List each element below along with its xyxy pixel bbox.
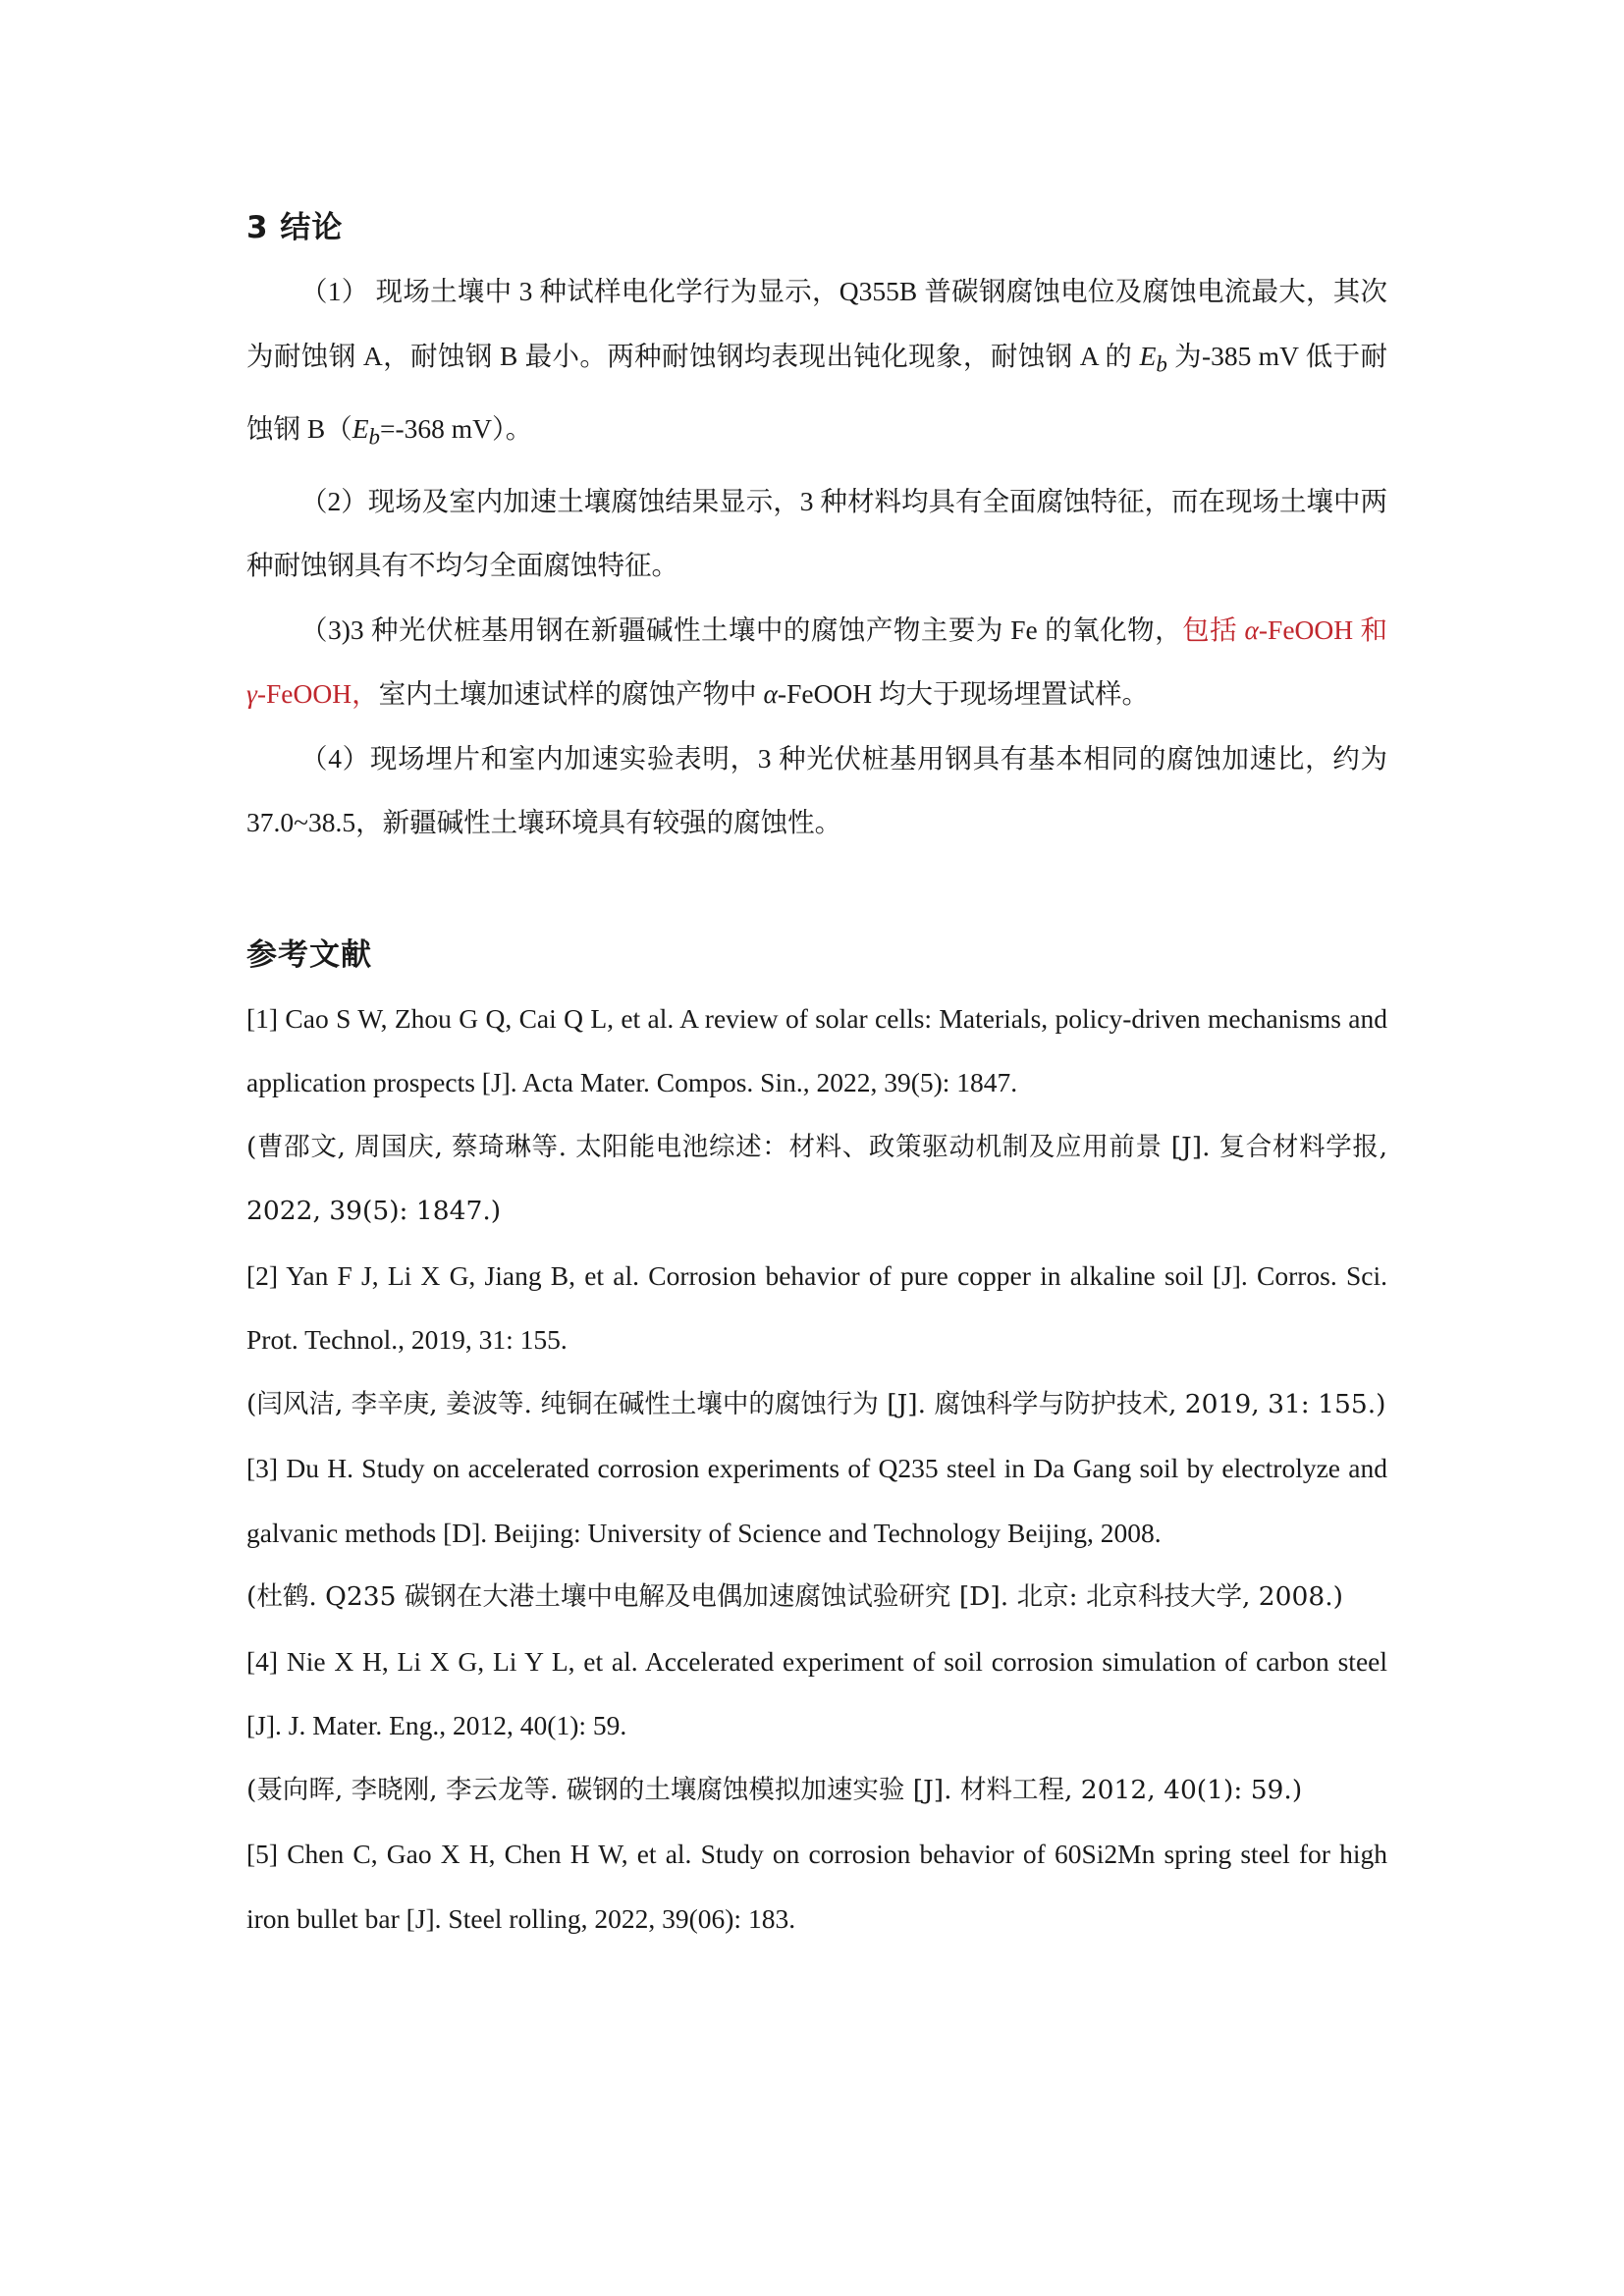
reference-item-translation: (杜鹤. Q235 碳钢在大港土壤中电解及电偶加速腐蚀试验研究 [D]. 北京: 北京科技大学, 2008.) [246,1581,1344,1612]
reference-list [246,987,1387,1951]
reference-item: [3] Du H. Study on accelerated corrosion experiments of Q235 steel in Da Gang soil by electrolyze and galvanic methods [D]. Beijing: University of Science and Technology Beijing, 2008. [246,1453,1387,1548]
reference-item: [1] Cao S W, Zhou G Q, Cai Q L, et al. A review of solar cells: Materials, policy-driven mechanisms and application prospects [J]. Acta Mater. Compos. Sin., 2022, 39(5): 1847. [246,1002,1387,1097]
conclusion-paragraph-1: （1） 现场土壤中 3 种试样电化学行为显示，Q355B 普碳钢腐蚀电位及腐蚀电流最大，其次为耐蚀钢 A，耐蚀钢 B 最小。两种耐蚀钢均表现出钝化现象，耐蚀钢 A 的 $E_b$ 为-385 mV 低于耐蚀钢 $B(E_b=-368$ mV）。 [246,276,1387,449]
reference-item: [4] Nie X H, Li X G, Li Y L, et al. Accelerated experiment of soil corrosion simulation of carbon steel [J]. J. Mater. Eng., 2012, 40(1): 59. [246,1645,1387,1740]
reference-item-translation: (闫风洁, 李辛庚, 姜波等. 纯铜在碱性土壤中的腐蚀行为 [J]. 腐蚀科学与防护技术, 2019, 31: 155.) [246,1388,1386,1419]
conclusion-paragraph-2: （2）现场及室内加速土壤腐蚀结果显示，3 种材料均具有全面腐蚀特征，而在现场土壤中两种耐蚀钢具有不均匀全面腐蚀特征。 [246,485,1387,580]
reference-item-translation: (聂向晖, 李晓刚, 李云龙等. 碳钢的土壤腐蚀模拟加速实验 [J]. 材料工程, 2012, 40(1): 59.) [246,1774,1303,1805]
document-page [246,196,1387,1950]
reference-item-translation: (曹邵文, 周国庆, 蔡琦琳等. 太阳能电池综述：材料、政策驱动机制及应用前景 [J]. 复合材料学报, 2022, 39(5): 1847.) [246,1131,1387,1226]
reference-item: [2] Yan F J, Li X G, Jiang B, et al. Corrosion behavior of pure copper in alkaline soil [J]. Corros. Sci. Prot. Technol., 2019, 31: 155. [246,1259,1387,1355]
conclusion-paragraph-4: （4）现场埋片和室内加速实验表明，3 种光伏桩基用钢具有基本相同的腐蚀加速比，约为 37.0~38.5，新疆碱性土壤环境具有较强的腐蚀性。 [246,742,1387,837]
highlighted-text: 包括 α-FeOOH 和 γ-FeOOH， [246,614,1387,709]
conclusion-paragraph-3: （3)3 种光伏桩基用钢在新疆碱性土壤中的腐蚀产物主要为 Fe 的氧化物，包括 α-FeOOH 和 γ-FeOOH，室内土壤加速试样的腐蚀产物中 α-FeOOH 均大于现场埋置试样。 [246,614,1387,709]
reference-item: [5] Chen C, Gao X H, Chen H W, et al. Study on corrosion behavior of 60Si2Mn spring steel for high iron bullet bar [J]. Steel rolling, 2022, 39(06): 183. [246,1839,1387,1934]
conclusion-heading: 3 结论 [246,210,344,245]
references-heading: 参考文献 [246,936,372,973]
